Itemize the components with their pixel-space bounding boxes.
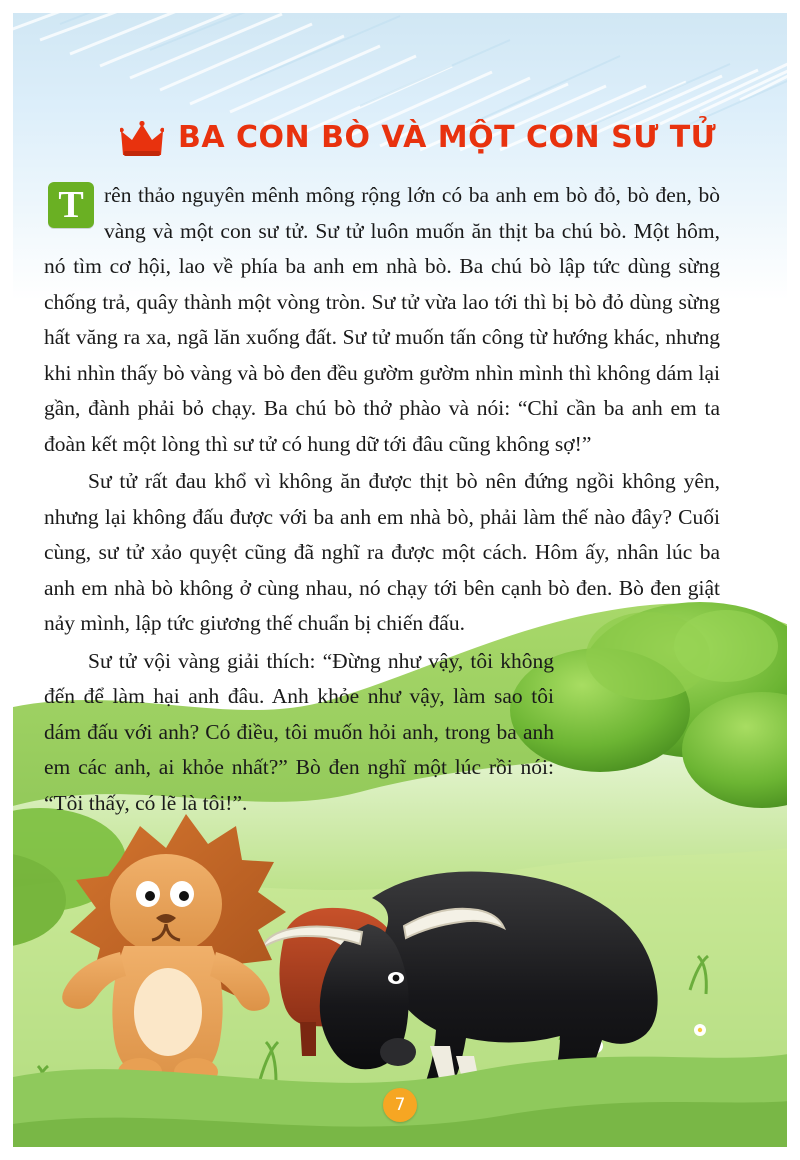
story-body — [44, 178, 720, 823]
paragraph-1 — [44, 178, 720, 462]
page-number: 7 — [383, 1088, 417, 1122]
title-row — [120, 108, 720, 168]
paragraph-2: Sư tử rất đau khổ vì không ăn được thịt bò nên đứng ngồi không yên, nhưng lại không đấu được với ba anh em nhà bò, phải làm thế nào đây? Cuối cùng, sư tử xảo quyệt cũng đã nghĩ ra được một cách. Hôm ấy, nhân lúc ba anh em nhà bò không ở cùng nhau, nó chạy tới bên cạnh bò đen. Bò đen giật nảy mình, lập tức giương thế chuẩn bị chiến đấu. — [44, 469, 720, 635]
paragraph-3: Sư tử vội vàng giải thích: “Đừng như vậy, tôi không đến để làm hại anh đâu. Anh khỏe như vậy, làm sao tôi dám đấu với anh? Có điều, tôi muốn hỏi anh, trong ba anh em các anh, ai khỏe nhất?” Bò đen nghĩ một lúc rồi nói: “Tôi thấy, có lẽ là tôi!”. — [44, 648, 554, 815]
paragraph-1-text: rên thảo nguyên mênh mông rộng lớn có ba anh em bò đỏ, bò đen, bò vàng và một con sư tử. Sư tử luôn muốn ăn thịt ba chú bò. Một hôm, nó tìm cơ hội, lao về phía ba anh em nhà bò. Ba chú bò lập tức dùng sừng chống trả, quây thành một vòng tròn. Sư tử vừa lao tới thì bị bò đỏ dùng sừng hất văng ra xa, ngã lăn xuống đất. Sư tử muốn tấn công từ hướng khác, nhưng khi nhìn thấy bò vàng và bò đen đều gườm gườm nhìn mình thì không dám lại gần, đành phải bỏ chạy. Ba chú bò thở phào và nói: “Chỉ cần ba anh em ta đoàn kết một lòng thì sư tử có hung dữ tới đâu cũng không sợ!” — [44, 183, 720, 456]
crown-icon — [120, 121, 164, 159]
page-title: BA CON BÒ VÀ MỘT CON SƯ TỬ — [178, 120, 717, 155]
drop-cap: T — [48, 182, 94, 228]
